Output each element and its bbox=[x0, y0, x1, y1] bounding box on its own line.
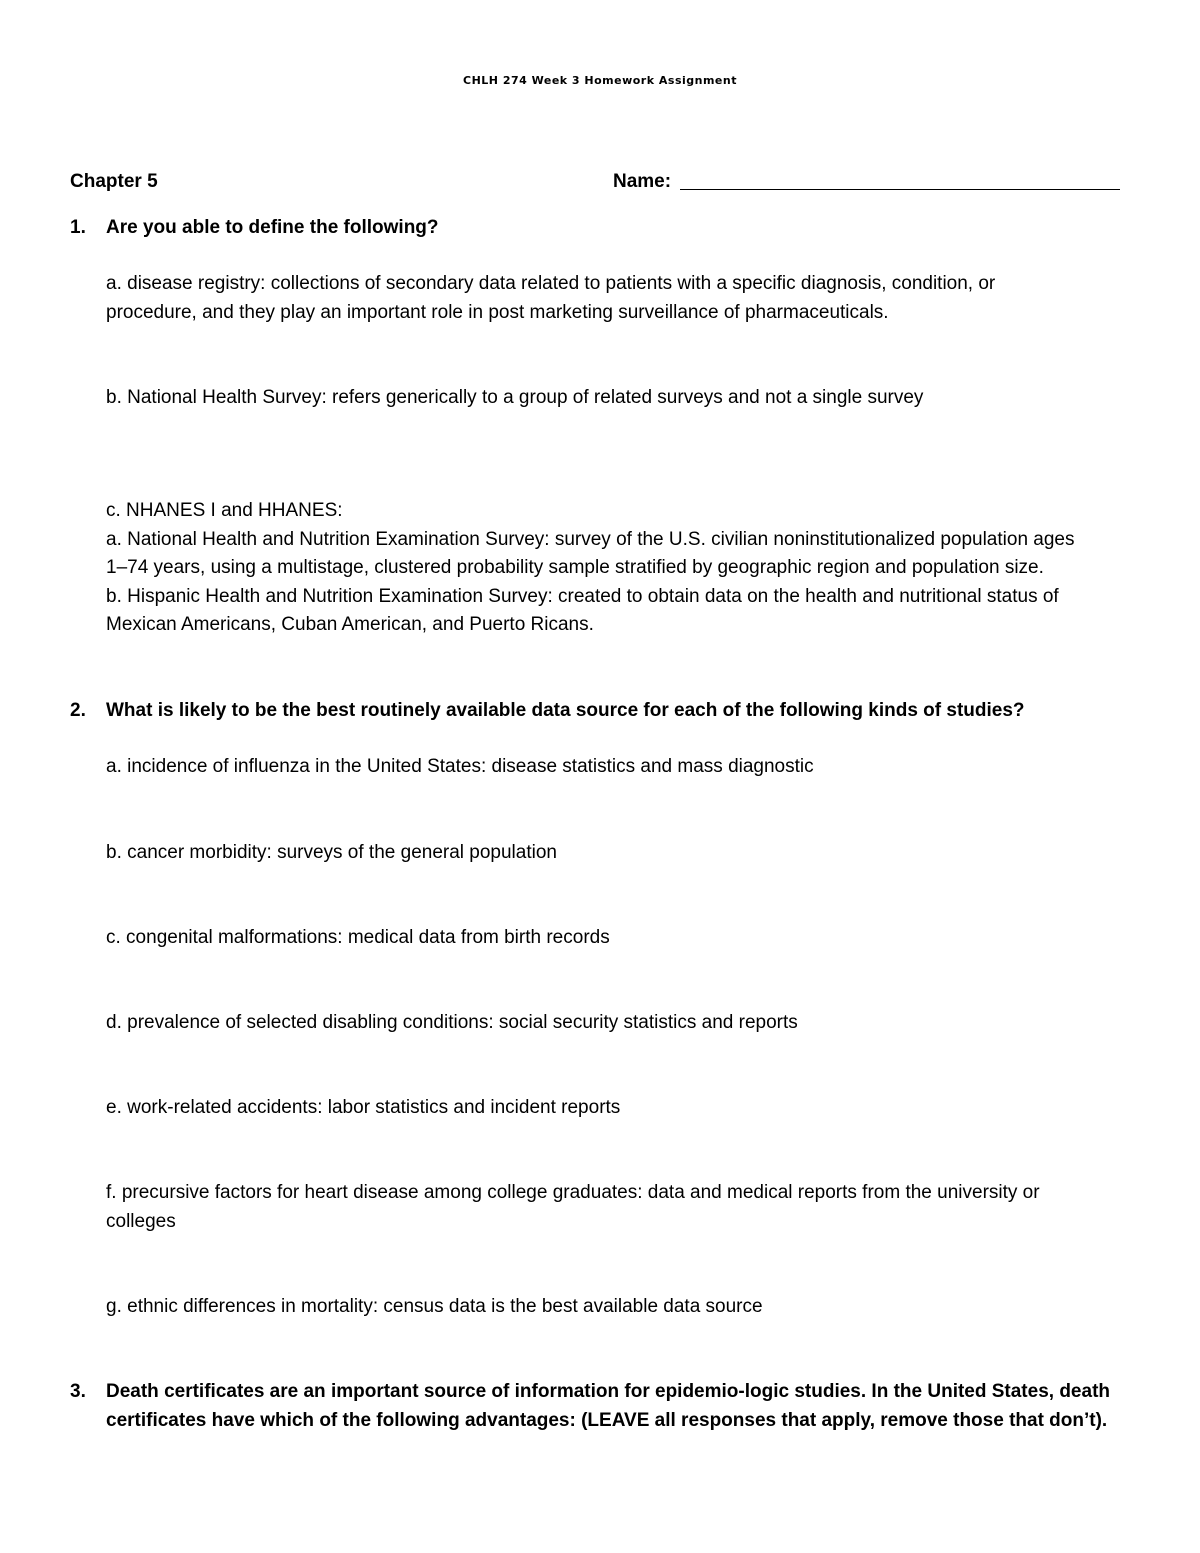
answer-1c-b-line2: Mexican Americans, Cuban American, and Puerto Ricans. bbox=[106, 614, 594, 635]
question-2-text: What is likely to be the best routinely available data source for each of the following kinds of studies? bbox=[106, 700, 1025, 721]
question-1-text: Are you able to define the following? bbox=[106, 217, 439, 238]
answer-2f-line1: f. precursive factors for heart disease among college graduates: data and medical reports from the university or bbox=[106, 1182, 1040, 1203]
answer-1c-b-line1: b. Hispanic Health and Nutrition Examination Survey: created to obtain data on the health and nutritional status of bbox=[106, 586, 1059, 607]
question-3-line1: Death certificates are an important source of information for epidemio-logic studies. In the United States, death bbox=[106, 1381, 1111, 1402]
question-3-line2: certificates have which of the following advantages: (LEAVE all responses that apply, remove those that don’t). bbox=[106, 1410, 1108, 1431]
name-blank-line bbox=[680, 189, 1120, 190]
answer-2e: e. work-related accidents: labor statistics and incident reports bbox=[106, 1097, 621, 1118]
answer-1a-line2: procedure, and they play an important role in post marketing surveillance of pharmaceuticals. bbox=[106, 302, 889, 323]
answer-1c-a-line1: a. National Health and Nutrition Examination Survey: survey of the U.S. civilian noninstitutionalized population ages bbox=[106, 529, 1075, 550]
answer-2d: d. prevalence of selected disabling conditions: social security statistics and reports bbox=[106, 1012, 798, 1033]
question-3-number: 3. bbox=[70, 1381, 86, 1402]
question-1-number: 1. bbox=[70, 217, 86, 238]
page-title: CHLH 274 Week 3 Homework Assignment bbox=[463, 74, 737, 87]
chapter-label: Chapter 5 bbox=[70, 171, 158, 192]
answer-2f-line2: colleges bbox=[106, 1211, 176, 1232]
answer-1b: b. National Health Survey: refers generically to a group of related surveys and not a single survey bbox=[106, 387, 924, 408]
name-label: Name: bbox=[613, 171, 672, 192]
answer-1a-line1: a. disease registry: collections of secondary data related to patients with a specific diagnosis, condition, or bbox=[106, 273, 996, 294]
answer-1c-heading: c. NHANES I and HHANES: bbox=[106, 500, 343, 521]
answer-1c-a-line2: 1–74 years, using a multistage, clustered probability sample stratified by geographic region and population size. bbox=[106, 557, 1044, 578]
answer-2c: c. congenital malformations: medical data from birth records bbox=[106, 927, 610, 948]
answer-2g: g. ethnic differences in mortality: census data is the best available data source bbox=[106, 1296, 763, 1317]
answer-2a: a. incidence of influenza in the United States: disease statistics and mass diagnostic bbox=[106, 756, 814, 777]
answer-2b: b. cancer morbidity: surveys of the general population bbox=[106, 842, 557, 863]
question-2-number: 2. bbox=[70, 700, 86, 721]
